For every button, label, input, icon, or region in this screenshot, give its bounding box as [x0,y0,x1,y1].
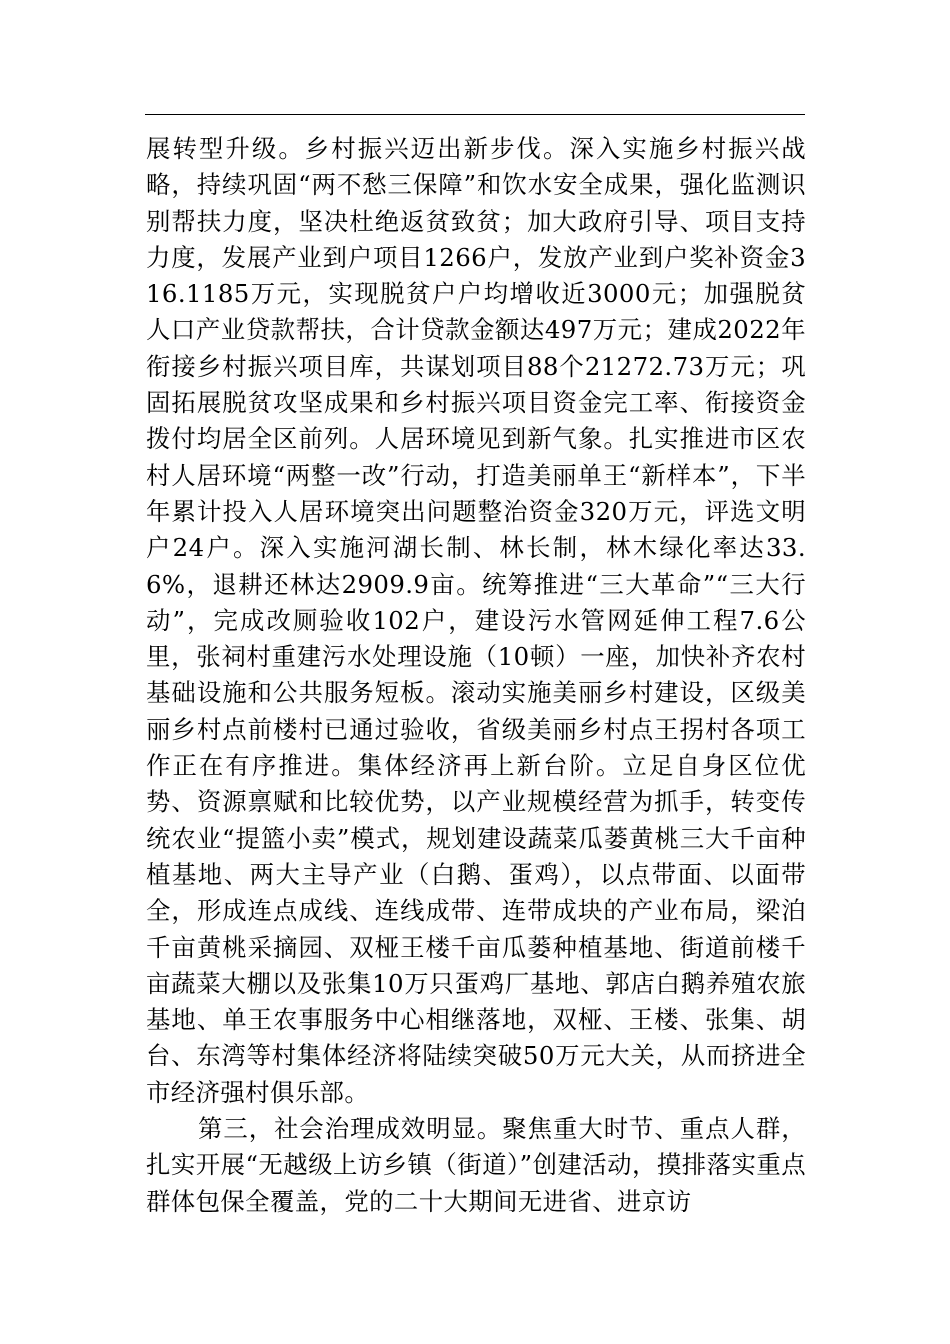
body-text [146,131,806,1220]
header-rule [145,114,805,115]
paragraph-social-governance: 第三，社会治理成效明显。聚焦重大时节、重点人群，扎实开展“无越级上访乡镇（街道）”创建活动，摸排落实重点群体包保全覆盖，党的二十大期间无进省、进京访 [146,1114,806,1216]
paragraph-rural-revitalization: 展转型升级。乡村振兴迈出新步伐。深入实施乡村振兴战略，持续巩固“两不愁三保障”和饮水安全成果，强化监测识别帮扶力度，坚决杜绝返贫致贫；加大政府引导、项目支持力度，发展产业到户项目1266户，发放产业到户奖补资金316.1185万元，实现脱贫户户均增收近3000元；加强脱贫人口产业贷款帮扶，合计贷款金额达497万元；建成2022年衔接乡村振兴项目库，共谋划项目88个21272.73万元；巩固拓展脱贫攻坚成果和乡村振兴项目资金完工率、衔接资金拨付均居全区前列。人居环境见到新气象。扎实推进市区农村人居环境“两整一改”行动，打造美丽单王“新样本”，下半年累计投入人居环境突出问题整治资金320万元，评选文明户24户。深入实施河湖长制、林长制，林木绿化率达33.6%，退耕还林达2909.9亩。统筹推进“三大革命”“三大行动”，完成改厕验收102户，建设污水管网延伸工程7.6公里，张祠村重建污水处理设施（10顿）一座，加快补齐农村基础设施和公共服务短板。滚动实施美丽乡村建设，区级美丽乡村点前楼村已通过验收，省级美丽乡村点王拐村各项工作正在有序推进。集体经济再上新台阶。立足自身区位优势、资源禀赋和比较优势，以产业规模经营为抓手，转变传统农业“提篮小卖”模式，规划建设蔬菜瓜蒌黄桃三大千亩种植基地、两大主导产业（白鹅、蛋鸡），以点带面、以面带全，形成连点成线、连线成带、连带成块的产业布局，梁泊千亩黄桃采摘园、双桠王楼千亩瓜蒌种植基地、街道前楼千亩蔬菜大棚以及张集10万只蛋鸡厂基地、郭店白鹅养殖农旅基地、单王农事服务中心相继落地，双桠、王楼、张集、胡台、东湾等村集体经济将陆续突破50万元大关，从而挤进全市经济强村俱乐部。 [146,134,806,1107]
